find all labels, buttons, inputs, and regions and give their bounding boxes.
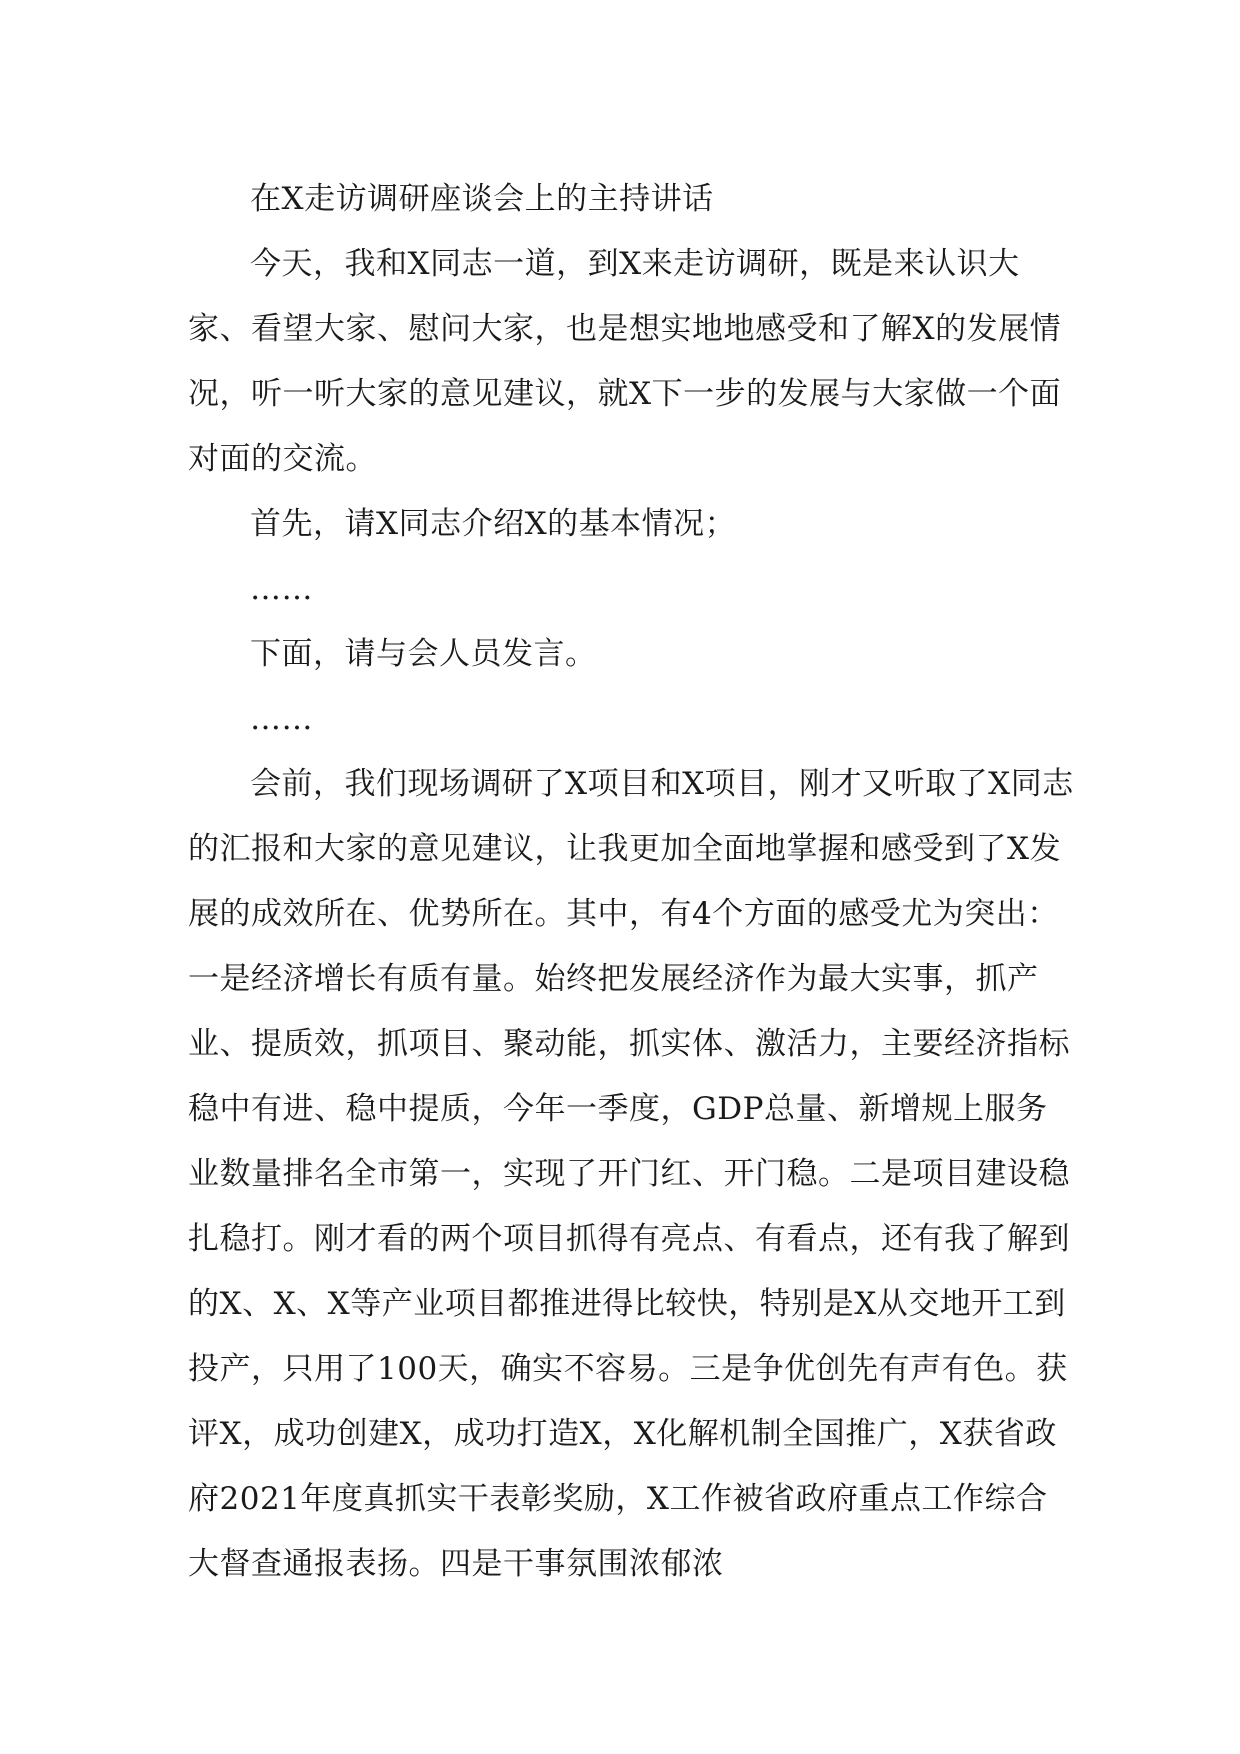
document-body: [188, 167, 1078, 1597]
paragraph-first-speaker: 首先，请X同志介绍X的基本情况；: [250, 506, 737, 542]
ellipsis-2: ……: [250, 701, 313, 737]
paragraph-opening: 今天，我和X同志一道，到X来走访调研，既是来认识大家、看望大家、慰问大家，也是想实地地感受和了解X的发展情况，听一听大家的意见建议，就X下一步的发展与大家做一个面对面的交流。: [188, 246, 1062, 477]
document-title: 在X走访调研座谈会上的主持讲话: [250, 181, 714, 217]
paragraph-main-body: 会前，我们现场调研了X项目和X项目，刚才又听取了X同志的汇报和大家的意见建议，让我更加全面地掌握和感受到了X发展的成效所在、优势所在。其中，有4个方面的感受尤为突出：一是经济增长有质有量。始终把发展经济作为最大实事，抓产业、提质效，抓项目、聚动能，抓实体、激活力，主要经济指标稳中有进、稳中提质，今年一季度，GDP总量、新增规上服务业数量排名全市第一，实现了开门红、开门稳。二是项目建设稳扎稳打。刚才看的两个项目抓得有亮点、有看点，还有我了解到的X、X、X等产业项目都推进得比较快，特别是X从交地开工到投产，只用了100天，确实不容易。三是争优创先有声有色。获评X，成功创建X，成功打造X，X化解机制全国推广，X获省政府2021年度真抓实干表彰奖励，X工作被省政府重点工作综合大督查通报表扬。四是干事氛围浓郁浓: [188, 766, 1074, 1582]
paragraph-attendees-speak: 下面，请与会人员发言。: [250, 636, 597, 672]
ellipsis-1: ……: [250, 571, 313, 607]
